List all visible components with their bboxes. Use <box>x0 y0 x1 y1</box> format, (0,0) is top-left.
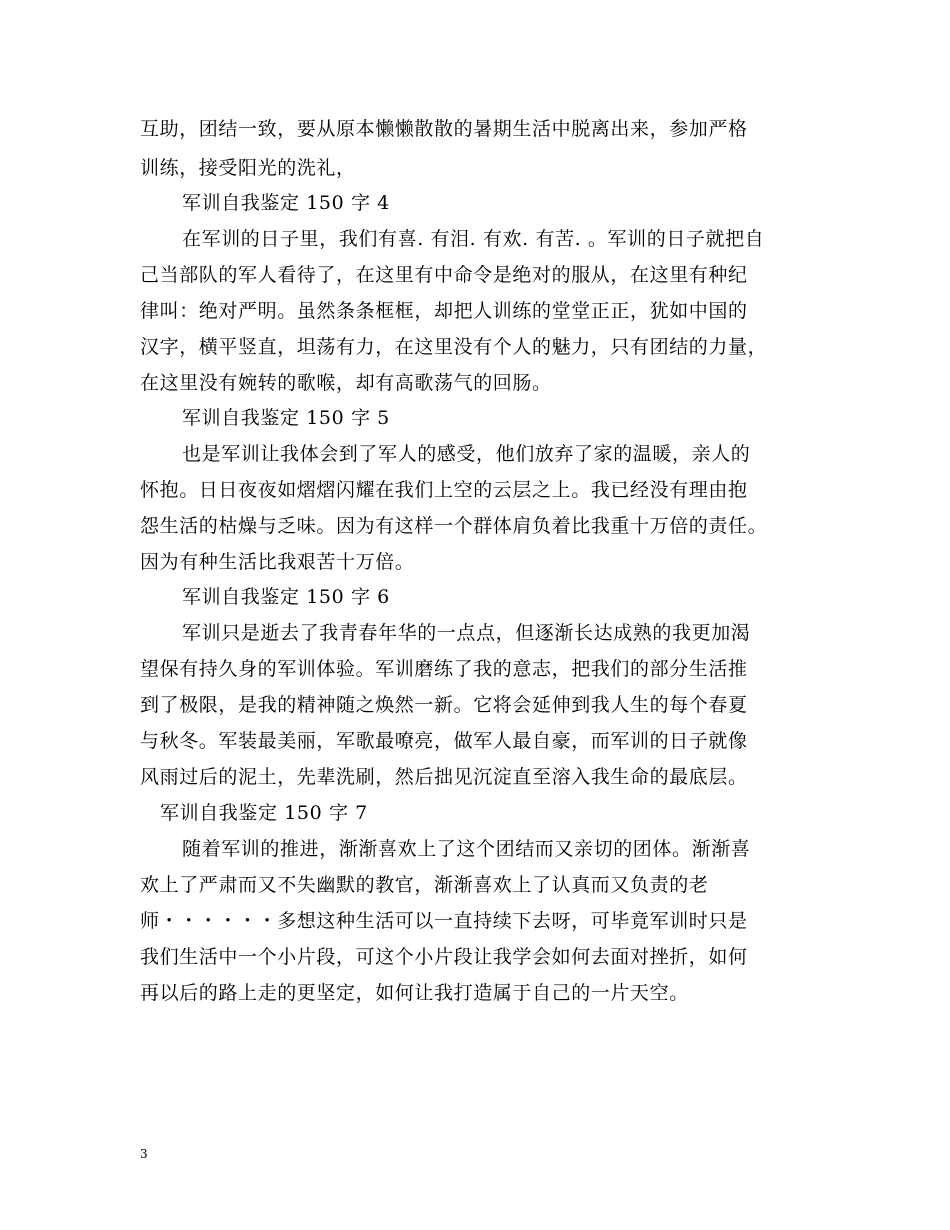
paragraph-line: 随着军训的推进，渐渐喜欢上了这个团结而又亲切的团体。渐渐喜 <box>182 838 751 860</box>
paragraph-line: 己当部队的军人看待了，在这里有中命令是绝对的服从，在这里有种纪 <box>140 264 748 286</box>
paragraph-line: 望保有持久身的军训体验。军训磨练了我的意志，把我们的部分生活推 <box>140 658 748 680</box>
paragraph-line: 到了极限，是我的精神随之焕然一新。它将会延伸到我人生的每个春夏 <box>140 694 748 716</box>
paragraph-line: 风雨过后的泥土，先辈洗刷，然后拙见沉淀直至溶入我生命的最底层。 <box>140 766 748 788</box>
paragraph-line: 怨生活的枯燥与乏味。因为有这样一个群体肩负着比我重十万倍的责任。 <box>140 515 768 537</box>
paragraph-line: 律叫：绝对严明。虽然条条框框，却把人训练的堂堂正正，犹如中国的 <box>140 300 748 322</box>
paragraph-line: 也是军训让我体会到了军人的感受，他们放弃了家的温暖，亲人的 <box>182 443 751 465</box>
paragraph-line: 训练，接受阳光的洗礼， <box>140 157 356 179</box>
paragraph-line: 我们生活中一个小片段，可这个小片段让我学会如何去面对挫折，如何 <box>140 946 748 968</box>
section-heading-6: 军训自我鉴定 150 字 6 <box>182 586 390 608</box>
page-number: 3 <box>140 1147 148 1161</box>
section-heading-7: 军训自我鉴定 150 字 7 <box>160 802 368 824</box>
paragraph-line: 在军训的日子里，我们有喜. 有泪. 有欢. 有苦. 。军训的日子就把自 <box>182 228 765 250</box>
paragraph-line: 再以后的路上走的更坚定，如何让我打造属于自己的一片天空。 <box>140 982 689 1004</box>
paragraph-line: 因为有种生活比我艰苦十万倍。 <box>140 551 415 573</box>
paragraph-line: 军训只是逝去了我青春年华的一点点，但逐渐长达成熟的我更加渴 <box>182 622 751 644</box>
paragraph-line: 在这里没有婉转的歌喉，却有高歌荡气的回肠。 <box>140 372 552 394</box>
paragraph-line: 师・・・・・・多想这种生活可以一直持续下去呀，可毕竟军训时只是 <box>140 910 748 932</box>
paragraph-line: 怀抱。日日夜夜如熠熠闪耀在我们上空的云层之上。我已经没有理由抱 <box>140 479 748 501</box>
paragraph-line: 互助，团结一致，要从原本懒懒散散的暑期生活中脱离出来，参加严格 <box>140 118 748 140</box>
paragraph-line: 与秋冬。军装最美丽，军歌最嘹亮，做军人最自豪，而军训的日子就像 <box>140 730 748 752</box>
section-heading-4: 军训自我鉴定 150 字 4 <box>182 192 390 214</box>
paragraph-line: 欢上了严肃而又不失幽默的教官，渐渐喜欢上了认真而又负责的老 <box>140 874 709 896</box>
paragraph-line: 汉字，横平竖直，坦荡有力，在这里没有个人的魅力，只有团结的力量， <box>140 336 768 358</box>
section-heading-5: 军训自我鉴定 150 字 5 <box>182 407 390 429</box>
